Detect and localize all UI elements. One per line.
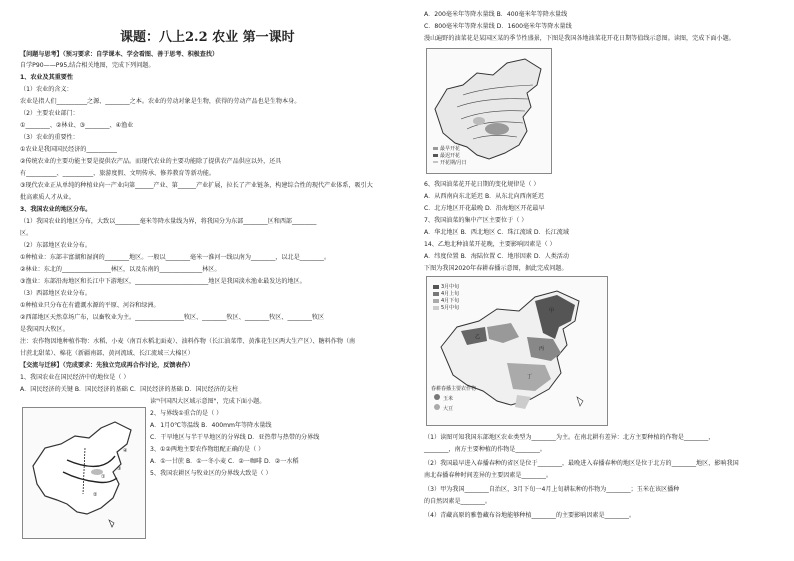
legend-label: 大豆: [443, 406, 454, 412]
map-label: 丁: [527, 374, 533, 380]
map-label: 甲: [549, 308, 555, 314]
legend-label: 最早开花: [440, 146, 461, 152]
text-line: （3）西部地区农业分布。: [20, 290, 91, 297]
legend-label: 5月中旬: [441, 305, 460, 311]
answer-options: C．北方地区开花最晚 D．沿海地区开花最早: [424, 205, 545, 212]
question-line: 7、我国油菜的集中产区主要位于（ ）: [424, 217, 528, 224]
text-line: （1）我国农业的地区分布，大致以________毫米等降水量线为界，将我国分为东部________区和西部________: [20, 218, 317, 225]
text-line: 漫山遍野的油菜花是某国区某的季节性盛景，下图是我国各地油菜花开花日期等值线示意图。读图，完成下面小题。: [424, 35, 735, 42]
text-line: （3）农业的重要性：: [20, 134, 79, 141]
text-line: ①________、②林业、③________、④渔业: [20, 122, 134, 129]
right-column: [404, 0, 794, 561]
section-heading: 1、农业及其重要性: [20, 74, 73, 81]
text-line: ①种植业：东部丰富湖和湿润的________地区。一般以________毫米一淮河一线以南为________，以北是________。: [20, 254, 331, 261]
text-line: 是我国四大牧区。: [20, 326, 69, 333]
map-caption: 春耕春播主要农作物: [431, 386, 477, 392]
question-line: 14、乙地北种油菜开花晚，主要影响因素是（ ）: [424, 241, 556, 248]
text-line: 区。: [20, 230, 33, 237]
legend-label: 最迟开花: [440, 153, 461, 159]
map-label: ④: [123, 448, 128, 454]
text-line: ②西部地区天然草场广布，以畜牧业为主。________________牧区、________牧区、________牧区、________牧区: [20, 314, 325, 321]
spring-plowing-map: [426, 276, 608, 426]
section-heading-questions: 【问题与思考】（预习要求：自学课本、学会看图、善于思考、积极查找）: [20, 51, 219, 58]
question-line: 的自然因素是________。: [424, 498, 492, 505]
question-line: （1）读图可知我国东部地区农业类型为________为主。在南北耕有差异：北方主要种植的作物是________，: [424, 434, 715, 441]
legend-label: 4月下旬: [441, 298, 460, 304]
answer-options: C．干旱地区与半干旱地区的分界线 D．亚热带与热带的分界线: [150, 434, 320, 441]
page-title: 课题：八上2.2 农业 第一课时: [120, 30, 295, 45]
china-outline-map: [23, 408, 145, 538]
map-label: ③: [117, 466, 122, 472]
question-line: 2、与界线①重合的是（ ）: [150, 410, 223, 417]
legend-label: 4月上旬: [441, 291, 460, 297]
map-label: ②: [93, 492, 98, 498]
text-line: ②林业：东北的________________林区，以及东南的______________林区。: [20, 266, 221, 273]
rapeseed-flowering-map: [426, 48, 552, 174]
answer-options: C．800毫米年等降水量线 D．1600毫米年等降水量线: [424, 23, 572, 30]
text-line: 甘蔗北甜菜）、棉花（新疆南部、黄河流域、长江流域三大棉区）: [20, 350, 194, 357]
text-line: （1）农业的含义：: [20, 86, 73, 93]
question-line: （4）青藏高原的雅鲁藏布谷地能够种植________的主要影响因素是________。: [424, 512, 636, 519]
text-line: 农业是指人们__________之源、________之本。农业的劳动对象是生物，获得的劳动产品也是生物本身。: [20, 98, 301, 105]
question-line: 1、我国农业在国民经济中的地位是（ ）: [20, 374, 130, 381]
text-line: ①农业是我国国民经济的__________: [20, 146, 117, 153]
section-heading-exchange: 【交流与迁移】（完成要求：先独立完成再合作讨论，反馈表作）: [20, 362, 194, 369]
legend-label: 玉米: [443, 396, 454, 402]
legend-label: 3月中旬: [441, 284, 460, 290]
question-line: 6、我国油菜花开花日期的变化规律是（ ）: [424, 181, 540, 188]
question-line: （2）我国最早进入春播春种的省区是位于________，最晚进入春播春种的地区是位于北方的________地区，影响我国: [424, 460, 739, 467]
legend-label: 开花期/月日: [440, 160, 467, 166]
text-line: ②传统农业的主要功能主要是提供农产品。而现代农业的主要功能除了提供农产品供应以外，还具: [20, 158, 282, 165]
section-heading: 3、我国农业的地区分布。: [20, 206, 92, 213]
answer-options: A．200毫米年等降水量线 B．400毫米年等降水量线: [424, 11, 568, 18]
text-line: 批高素质人才从业。: [20, 194, 75, 201]
question-line: 南北春播春种时间差异的主要因素是________。: [424, 472, 552, 479]
text-line: （2）东部地区农业分布。: [20, 242, 91, 249]
question-line: （3）甲为我国________自治区，3月下旬一4月上旬耕耘种的作物为________；玉米在该区播种: [424, 486, 680, 493]
text-line: （2）主要农业部门：: [20, 110, 79, 117]
answer-options: A．从西南向东北延迟 B．从东北向西南延迟: [424, 193, 544, 200]
four-regions-map: [22, 407, 146, 539]
text-line: 下图为我国2020年春耕春播示意图，据此完成问题。: [424, 265, 568, 272]
text-line: 注：农作物因地种植作物：水稻、小麦（南百水稻北面麦）、油料作物（长江油菜带、黄淮花生区两大生产区）、糖料作物（南: [20, 338, 356, 345]
map-label: 乙: [475, 334, 481, 340]
text-line: 有__________、__________、旅游度假、文明传承、修养教育等新功能。: [20, 170, 215, 177]
question-line: 3、①②两地主要农作物组配正确的是（ ）: [150, 446, 265, 453]
text-line: 自学P90——P95,结合相关地图，完成下列问题。: [20, 62, 155, 69]
answer-options: A．纬度位置 B．海陆位置 C．地形因素 D．人类活动: [424, 253, 569, 260]
map-caption: 读"中国四大区域示意图"，完成下面小题。: [150, 398, 266, 405]
map-label: ①: [101, 474, 106, 480]
answer-options: A．1月0℃等温线 B．400mm年等降水量线: [150, 422, 272, 429]
text-line: ③渔业：东部沿海地区和长江中下游地区，________________________地区是我国淡水渔业最发达的地区。: [20, 278, 306, 285]
answer-options: A．国民经济的关键 B．国民经济的基础 C．国民经济的基础 D．国民经济的支柱: [20, 386, 239, 393]
answer-options: A．①一甘蔗 B．①一冬小麦 C．②一咖啡 D．②一水稻: [150, 458, 299, 465]
answer-options: A．华北地区 B．西北地区 C．珠江流域 D．长江流域: [424, 229, 569, 236]
question-line: 5、我国农耕区与牧业区的分界线大致是（ ）: [150, 470, 272, 477]
text-line: ①种植业只分布在有灌溉水源的平原、河谷和绿洲。: [20, 302, 160, 309]
question-line: ________，南方主要种植的作物是________。: [424, 446, 546, 453]
text-line: ③现代农业正从单纯的种植业向一产业向第______产业、第______产业扩展，拉长了产业链条，构建综合性的现代产业体系，吸引大: [20, 182, 373, 189]
map-label: 丙: [539, 346, 545, 352]
